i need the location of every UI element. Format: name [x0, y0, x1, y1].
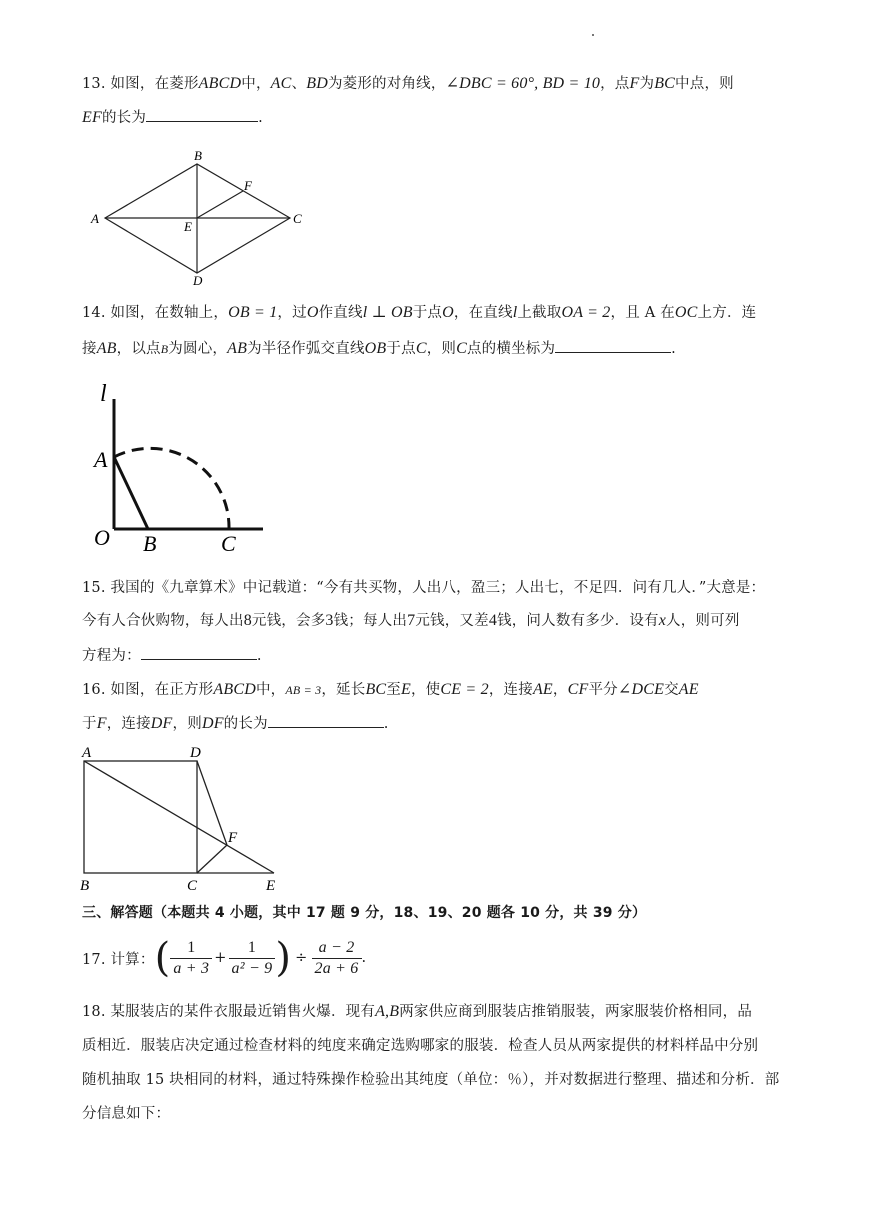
- q15-line3: [82, 644, 262, 665]
- label-o: O: [94, 525, 110, 550]
- plus-sign: +: [214, 950, 227, 966]
- fraction-1: [170, 938, 212, 979]
- q14-math: O: [442, 304, 454, 321]
- q16-math: DF: [201, 715, 224, 732]
- q18-text: 质相近．服装店决定通过检查材料的纯度来确定选购哪家的服装．检查人员从两家提供的材料样品中分别: [82, 1038, 759, 1054]
- q16-line1: [82, 678, 699, 699]
- label-f: F: [244, 178, 252, 193]
- q18-line3: [82, 1068, 779, 1089]
- q18-text: 两家供应商到服装店推销服装，两家服装价格相同，品: [399, 1004, 753, 1020]
- q14-math: AB: [227, 340, 248, 357]
- q18-text: 分信息如下：: [82, 1106, 171, 1122]
- q15-text: 方程为：: [82, 648, 141, 664]
- q13-line1: [82, 72, 734, 93]
- fraction-3-den: 2a + 6: [314, 959, 359, 977]
- q16-text: ，连接: [488, 682, 533, 698]
- label-d: D: [193, 273, 203, 288]
- q16-math: DF: [150, 715, 173, 732]
- q15-number: 8: [243, 612, 252, 629]
- q15-text: 15. 我国的《九章算术》中记载道：“今有共买物，人出八，盈三；人出七，不足四．问有几人．”大意是：: [82, 580, 766, 596]
- q13-text: 的长为: [101, 110, 147, 126]
- q16-answer-blank[interactable]: [268, 715, 384, 728]
- q14-text: 点的横坐标为: [466, 341, 556, 357]
- q16-text: 中，: [255, 682, 286, 698]
- q15-text: 元钱，会多: [251, 613, 326, 629]
- q14-math: C: [456, 340, 467, 357]
- q14-text: 为半径作弧交直线: [247, 341, 365, 357]
- q13-text: 中点，则: [675, 76, 734, 92]
- q16-text: 的长为: [223, 716, 268, 732]
- q14-text: 接: [82, 341, 97, 357]
- q16-text: ，延长: [321, 682, 366, 698]
- label-a: A: [94, 447, 108, 472]
- q14-text: ，且 A 在: [610, 305, 675, 321]
- q16-text: 至: [386, 682, 401, 698]
- q18-math: A,B: [375, 1003, 400, 1020]
- q15-line1: [82, 576, 765, 597]
- q16-text: ，连接: [106, 716, 151, 732]
- label-b: B: [143, 531, 157, 556]
- segment-cf: [197, 845, 227, 873]
- label-c: C: [187, 878, 198, 894]
- q13-text: ，点: [600, 76, 630, 92]
- q14-math: l: [512, 304, 518, 321]
- left-paren: (: [154, 935, 171, 981]
- segment-ae: [84, 761, 274, 873]
- q14-text: 于点: [386, 341, 416, 357]
- q16-square-figure: [78, 742, 288, 894]
- q13-text: 、: [291, 76, 307, 92]
- q16-math: E: [401, 681, 411, 698]
- q17-text: .: [361, 950, 367, 966]
- q15-answer-blank[interactable]: [141, 647, 257, 660]
- q13-text: 中，: [241, 76, 271, 92]
- q15-text: .: [256, 648, 262, 664]
- q17-line: [82, 934, 366, 982]
- label-l: l: [100, 381, 107, 407]
- q18-line4: [82, 1102, 170, 1123]
- label-c: C: [221, 531, 236, 556]
- q15-math: x: [658, 612, 667, 629]
- label-f: F: [228, 830, 238, 846]
- q16-text: ，则: [172, 716, 202, 732]
- q13-math: AC: [270, 75, 292, 92]
- label-b: B: [194, 148, 202, 163]
- segment-ab: [114, 457, 148, 529]
- q16-text: ，: [552, 682, 568, 698]
- q13-math: ABCD: [198, 75, 242, 92]
- q16-text: 于: [82, 716, 97, 732]
- q14-text: 14. 如图，在数轴上，: [82, 305, 229, 321]
- q14-line1: [82, 301, 756, 322]
- q15-text: 今有人合伙购物，每人出: [82, 613, 244, 629]
- q16-math: AE: [532, 681, 553, 698]
- label-b: B: [80, 878, 90, 894]
- q13-text: 为: [639, 76, 655, 92]
- q15-line2: [82, 609, 740, 630]
- q14-number-line-figure: [88, 375, 278, 560]
- q13-text: 13. 如图，在菱形: [82, 76, 199, 92]
- q14-text: 于点: [412, 305, 443, 321]
- q18-line2: [82, 1034, 758, 1055]
- q16-math: CF: [567, 681, 589, 698]
- segment-ef: [197, 191, 243, 218]
- q13-text: 为菱形的对角线，: [327, 76, 446, 92]
- q14-answer-blank[interactable]: [555, 340, 671, 353]
- divide-sign: ÷: [295, 950, 308, 966]
- q13-math: BD: [306, 75, 328, 92]
- q13-math: EF: [82, 109, 102, 126]
- q15-text: 元钱，又差: [415, 613, 489, 629]
- q16-line2: [82, 712, 389, 733]
- q14-math: l ⊥ OB: [362, 304, 413, 321]
- q16-math: AB = 3: [285, 683, 322, 697]
- fraction-3: [312, 938, 362, 979]
- segment-df: [197, 761, 227, 845]
- q16-math: ABCD: [213, 681, 256, 698]
- q15-number: 4: [488, 612, 498, 629]
- q17-text: 17. 计算：: [82, 951, 155, 968]
- q14-text: 上截取: [517, 305, 562, 321]
- q18-line1: [82, 1000, 752, 1021]
- q16-text: 16. 如图，在正方形: [82, 682, 214, 698]
- q16-math: CE = 2: [440, 681, 489, 698]
- section-three-title: 三、解答题（本题共 4 小题，其中 17 题 9 分，18、19、20 题各 10 分，共 39 分）: [82, 905, 647, 921]
- q13-rhombus-figure: [85, 145, 310, 290]
- q16-math: ∠DCE: [617, 681, 665, 698]
- q14-math: OB = 1: [228, 304, 278, 321]
- q14-text: ，在直线: [453, 305, 513, 321]
- q14-math: B: [160, 342, 169, 356]
- label-e: E: [266, 878, 276, 894]
- page-dot: [592, 34, 594, 36]
- q13-math: ∠DBC = 60°, BD = 10: [445, 75, 601, 92]
- fraction-2: [229, 938, 276, 979]
- q13-line2: [82, 106, 263, 127]
- q14-text: 作直线: [318, 305, 363, 321]
- label-a: A: [91, 211, 99, 226]
- q16-text: ，使: [410, 682, 441, 698]
- arc-ac: [114, 448, 229, 529]
- q14-text: ，则: [426, 341, 457, 357]
- q15-number: 3: [325, 612, 334, 629]
- right-paren: ): [275, 935, 292, 981]
- label-c: C: [293, 211, 302, 226]
- fraction-2-den: a² − 9: [231, 959, 273, 977]
- fraction-2-num: 1: [229, 938, 276, 959]
- q15-number: 7: [407, 612, 416, 629]
- q14-text: .: [671, 341, 676, 357]
- q18-text: 18. 某服装店的某件衣服最近销售火爆．现有: [82, 1004, 376, 1020]
- q14-math: OA = 2: [561, 304, 611, 321]
- q14-text: 为圆心，: [168, 341, 228, 357]
- q14-text: 上方．连: [697, 305, 757, 321]
- label-e: E: [184, 219, 192, 234]
- q14-math: AB: [96, 340, 117, 357]
- q14-line2: [82, 337, 676, 358]
- q16-math: BC: [365, 681, 387, 698]
- q13-text: .: [258, 110, 263, 126]
- q14-math: O: [306, 304, 319, 321]
- q18-text: 随机抽取 15 块相同的材料，通过特殊操作检验出其纯度（单位：％），并对数据进行整理、描述和分析．部: [82, 1072, 780, 1088]
- q13-answer-blank[interactable]: [146, 109, 258, 122]
- q16-text: 平分: [588, 682, 618, 698]
- q16-text: 交: [664, 682, 679, 698]
- q13-math: F: [629, 75, 640, 92]
- q15-text: 人，则可列: [666, 613, 740, 629]
- q14-text: ，以点: [116, 341, 161, 357]
- q14-math: C: [415, 340, 427, 357]
- q16-math: AE: [678, 681, 699, 698]
- q15-text: 钱；每人出: [333, 613, 408, 629]
- label-a: A: [82, 745, 92, 761]
- fraction-1-num: 1: [170, 938, 212, 959]
- label-d: D: [190, 745, 201, 761]
- q16-text: .: [383, 716, 389, 732]
- q14-math: OC: [674, 304, 698, 321]
- fraction-3-num: a − 2: [312, 938, 362, 959]
- q14-text: ，过: [277, 305, 307, 321]
- q16-math: F: [96, 715, 107, 732]
- q13-math: BC: [654, 75, 676, 92]
- q14-math: OB: [364, 340, 387, 357]
- q15-text: 钱，问人数有多少．设有: [497, 613, 659, 629]
- fraction-1-den: a + 3: [173, 959, 210, 977]
